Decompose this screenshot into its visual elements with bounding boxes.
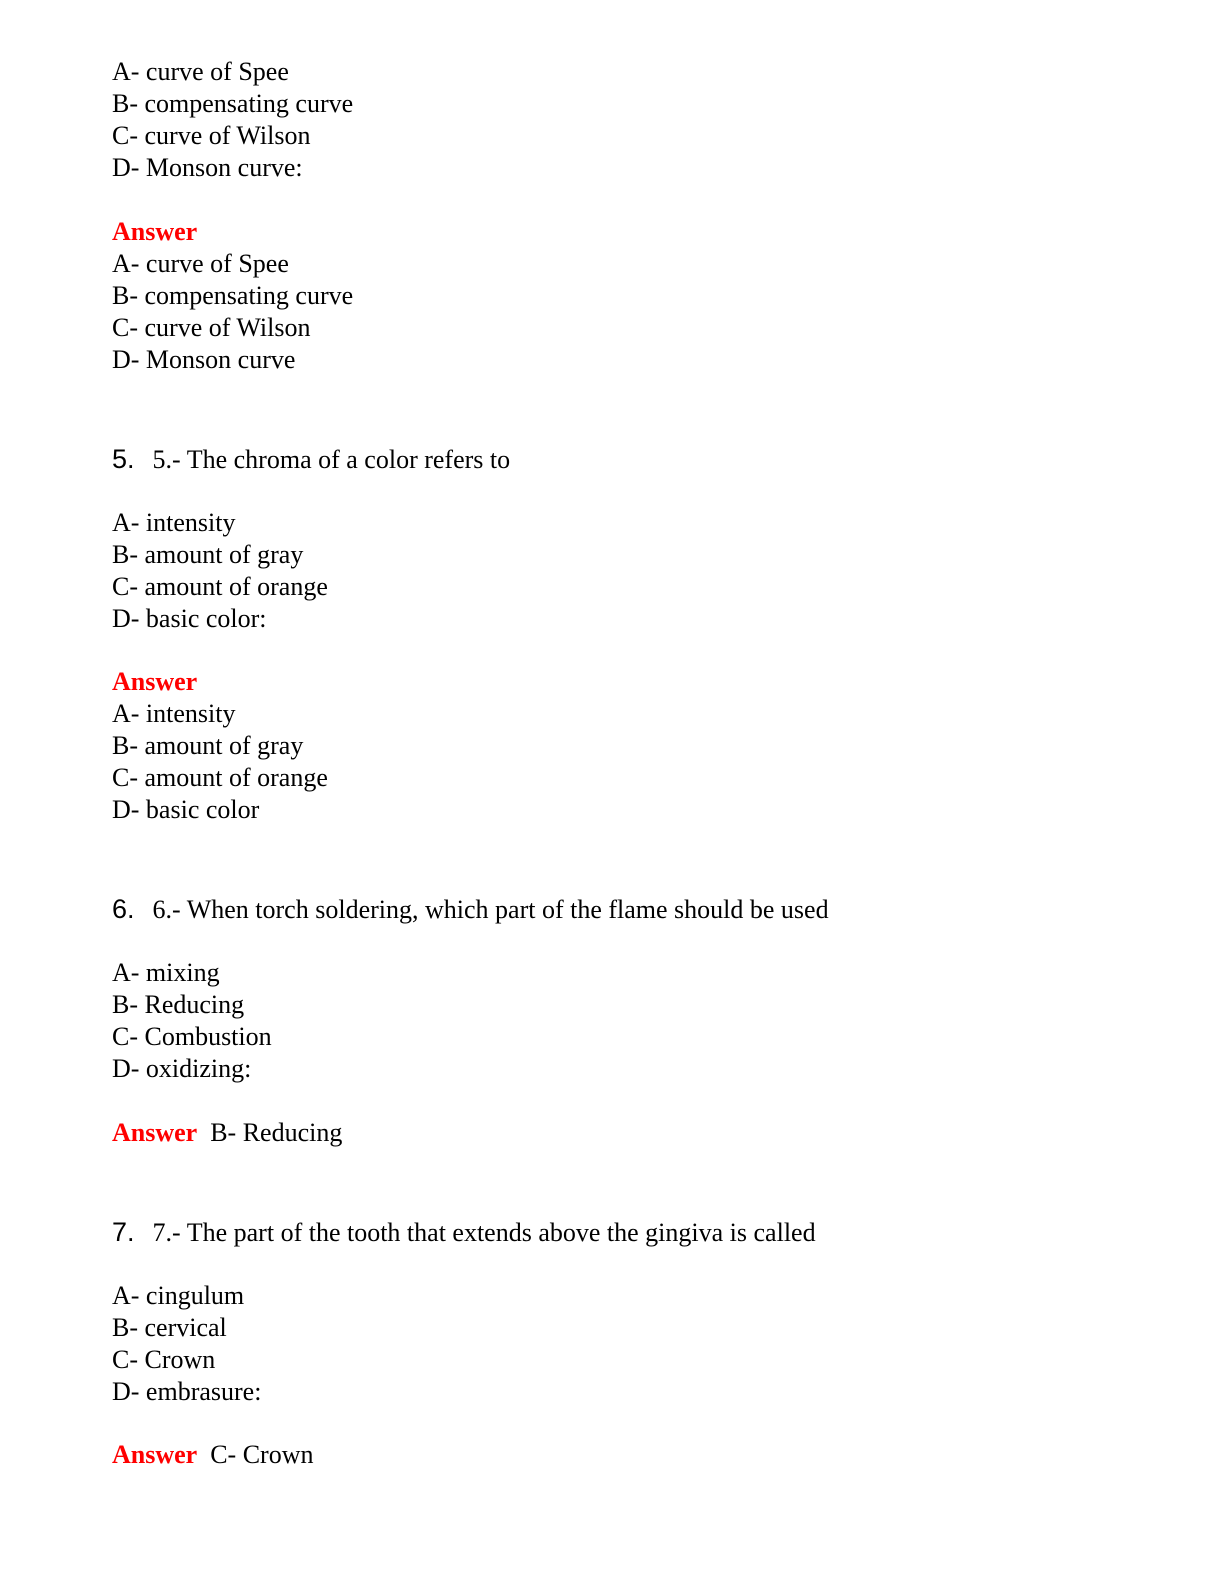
answer-line: D- Monson curve	[112, 345, 296, 374]
question-q7	[112, 1216, 816, 1249]
answer-line: C- amount of orange	[112, 763, 328, 792]
question-q6	[112, 893, 829, 926]
question-number: 6.	[112, 894, 135, 924]
option: A- curve of Spee	[112, 57, 289, 86]
option: A- cingulum	[112, 1281, 245, 1310]
answer-line: B- amount of gray	[112, 731, 304, 760]
option: C- Crown	[112, 1345, 216, 1374]
question-text: 7.- The part of the tooth that extends above the gingiva is called	[152, 1218, 816, 1247]
answer-line: A- curve of Spee	[112, 249, 289, 278]
answer-label: Answer	[112, 1118, 198, 1147]
option: D- Monson curve:	[112, 153, 303, 182]
option: B- compensating curve	[112, 89, 354, 118]
answer-label: Answer	[112, 667, 198, 696]
question-text: 5.- The chroma of a color refers to	[152, 445, 511, 474]
option: A- intensity	[112, 508, 236, 537]
option: D- embrasure:	[112, 1377, 262, 1406]
answer-q6	[112, 1117, 342, 1149]
option: B- cervical	[112, 1313, 227, 1342]
option: D- basic color:	[112, 604, 267, 633]
answer-value: B- Reducing	[210, 1118, 343, 1147]
option: A- mixing	[112, 958, 220, 987]
option: D- oxidizing:	[112, 1054, 252, 1083]
question-q5	[112, 443, 510, 476]
question-number: 5.	[112, 444, 135, 474]
answer-value: C- Crown	[210, 1440, 314, 1469]
answer-line: C- curve of Wilson	[112, 313, 311, 342]
question-text: 6.- When torch soldering, which part of the flame should be used	[152, 895, 829, 924]
option: B- Reducing	[112, 990, 245, 1019]
option: C- curve of Wilson	[112, 121, 311, 150]
option: B- amount of gray	[112, 540, 304, 569]
option: C- Combustion	[112, 1022, 272, 1051]
answer-line: B- compensating curve	[112, 281, 354, 310]
answer-label: Answer	[112, 217, 198, 246]
question-number: 7.	[112, 1217, 135, 1247]
answer-line: A- intensity	[112, 699, 236, 728]
answer-label: Answer	[112, 1440, 198, 1469]
option: C- amount of orange	[112, 572, 328, 601]
answer-q7	[112, 1439, 314, 1471]
answer-line: D- basic color	[112, 795, 260, 824]
